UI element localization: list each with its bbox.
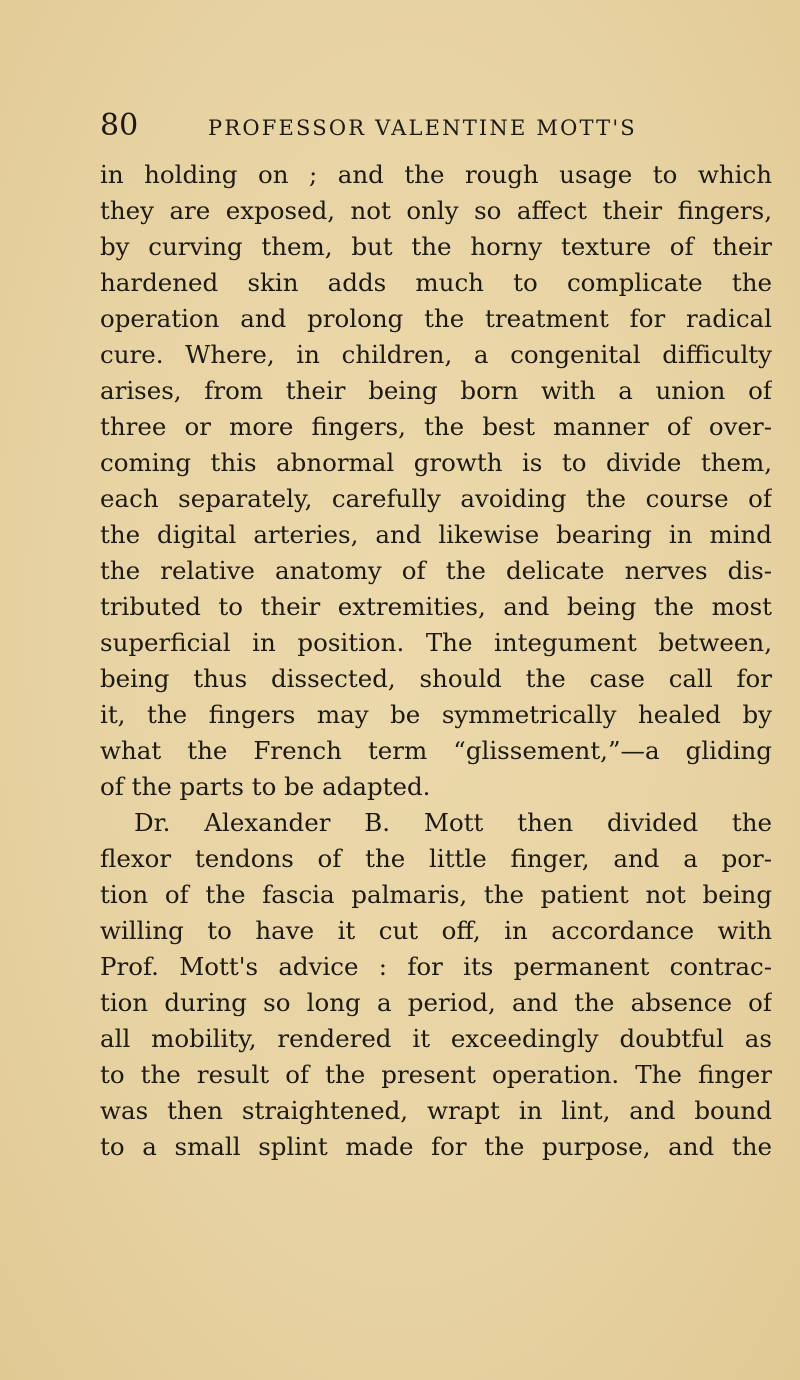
- page-number: 80: [100, 108, 139, 143]
- text-line: was then straightened, wrapt in lint, and bound: [100, 1096, 772, 1125]
- text-line: of the parts to be adapted.: [100, 772, 431, 801]
- text-line: being thus dissected, should the case call for: [100, 664, 772, 693]
- text-line: to the result of the present operation. The finger: [100, 1060, 772, 1089]
- text-line: by curving them, but the horny texture of their: [100, 232, 772, 261]
- text-line: Prof. Mott's advice : for its permanent contrac-: [100, 952, 772, 981]
- text-line: three or more fingers, the best manner of over-: [100, 412, 772, 441]
- text-line: the relative anatomy of the delicate nerves dis-: [100, 556, 772, 585]
- paragraph: [100, 805, 772, 1165]
- text-line: each separately, carefully avoiding the course of: [100, 484, 772, 513]
- text-line: tion of the fascia palmaris, the patient not being: [100, 880, 772, 909]
- text-line: flexor tendons of the little finger, and a por-: [100, 844, 772, 873]
- paragraph: [100, 157, 772, 805]
- text-line: all mobility, rendered it exceedingly doubtful as: [100, 1024, 772, 1053]
- text-line: hardened skin adds much to complicate the: [100, 268, 772, 297]
- text-line: operation and prolong the treatment for radical: [100, 304, 772, 333]
- text-line: willing to have it cut off, in accordance with: [100, 916, 772, 945]
- running-head: PROFESSOR VALENTINE MOTT'S: [208, 116, 637, 140]
- text-line: superficial in position. The integument between,: [100, 628, 772, 657]
- page-header: [100, 104, 740, 148]
- text-line: it, the fingers may be symmetrically healed by: [100, 700, 772, 729]
- text-line: tributed to their extremities, and being the most: [100, 592, 772, 621]
- text-line: they are exposed, not only so affect their fingers,: [100, 196, 772, 225]
- text-line: what the French term “glissement,”—a gliding: [100, 736, 772, 765]
- text-line: arises, from their being born with a union of: [100, 376, 772, 405]
- text-line: to a small splint made for the purpose, and the: [100, 1132, 772, 1161]
- text-line: Dr. Alexander B. Mott then divided the: [134, 808, 772, 837]
- text-line: the digital arteries, and likewise bearing in mind: [100, 520, 772, 549]
- text-line: coming this abnormal growth is to divide them,: [100, 448, 772, 477]
- body-text: [100, 157, 772, 1165]
- text-line: cure. Where, in children, a congenital difficulty: [100, 340, 772, 369]
- text-line: tion during so long a period, and the absence of: [100, 988, 772, 1017]
- text-line: in holding on ; and the rough usage to which: [100, 160, 772, 189]
